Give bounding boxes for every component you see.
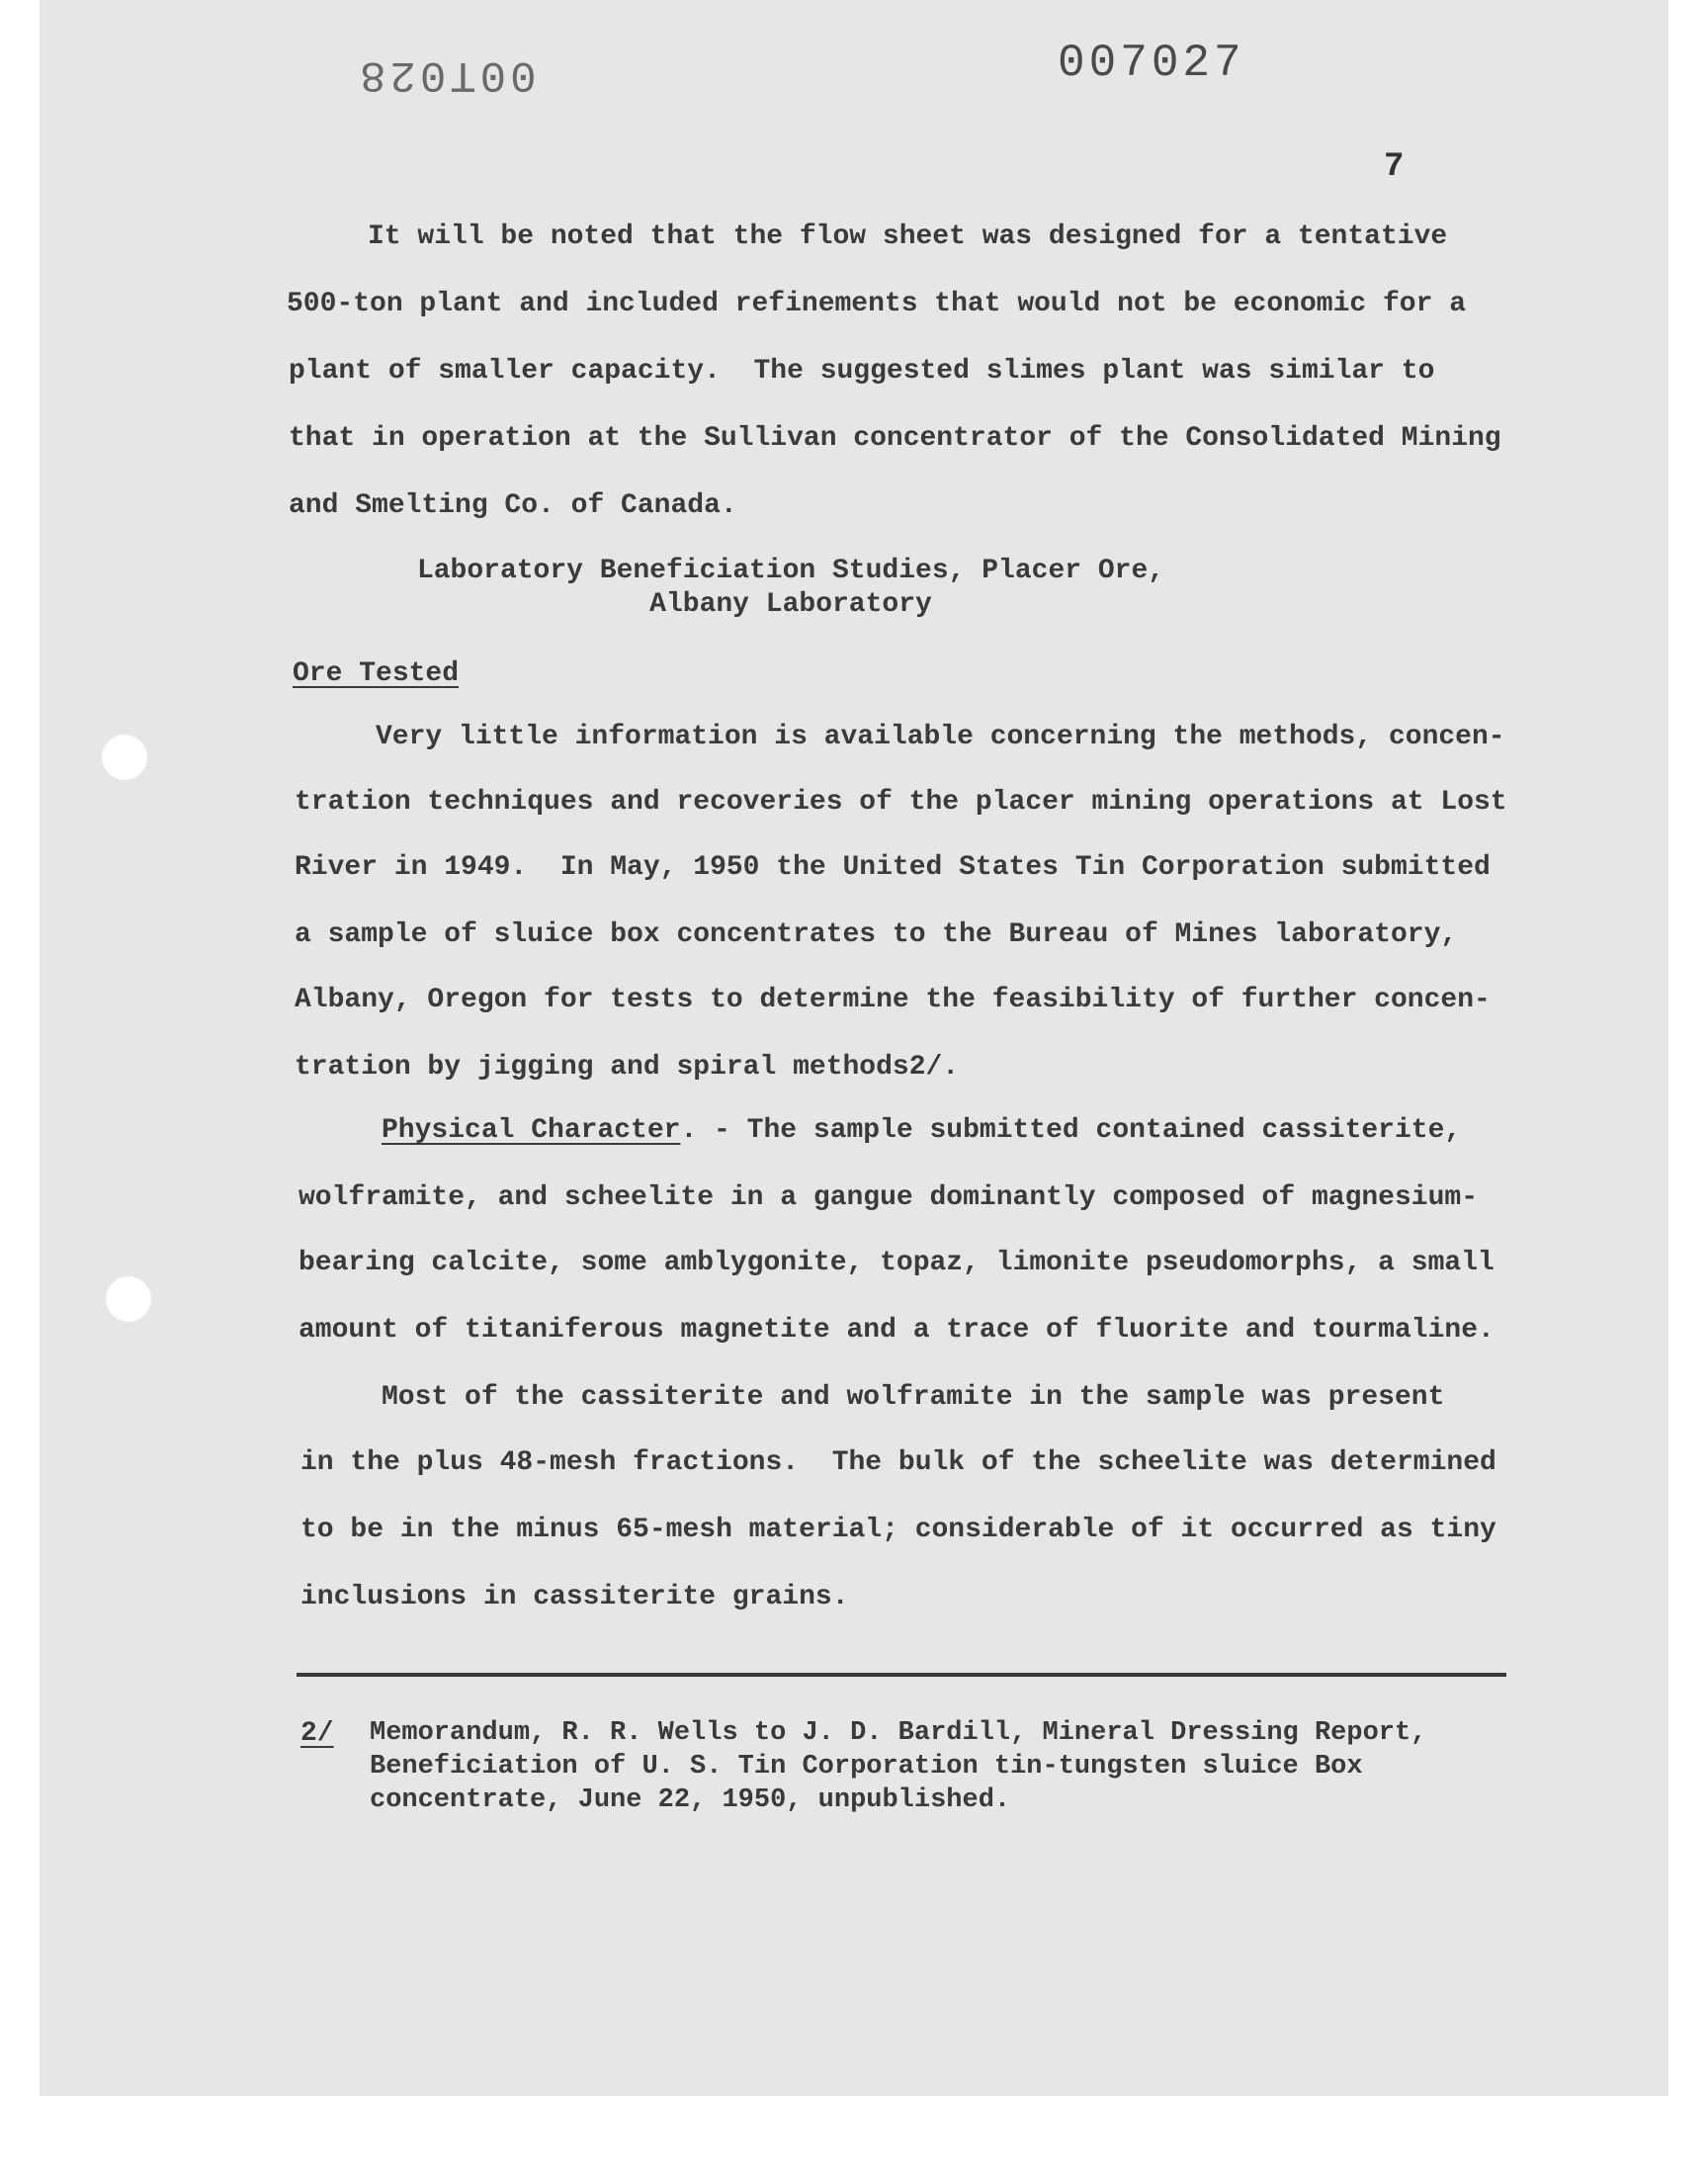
document-number-stamp: 007027 — [1058, 38, 1245, 89]
paragraph-line: wolframite, and scheelite in a gangue dominantly composed of magnesium- — [299, 1182, 1478, 1213]
paragraph-line: It will be noted that the flow sheet was designed for a tentative — [368, 221, 1448, 252]
paragraph-line: and Smelting Co. of Canada. — [289, 490, 737, 521]
mirrored-stamp-number: 00T028 — [356, 49, 537, 99]
footnote-line: Memorandum, R. R. Wells to J. D. Bardill, Mineral Dressing Report, — [370, 1718, 1427, 1748]
paragraph-first-line — [382, 1115, 1461, 1146]
paragraph-line: inclusions in cassiterite grains. — [300, 1582, 849, 1612]
paragraph-line: to be in the minus 65-mesh material; considerable of it occurred as tiny — [300, 1515, 1496, 1545]
footnote-divider — [297, 1673, 1506, 1677]
footnote-line: Beneficiation of U. S. Tin Corporation tin-tungsten sluice Box — [370, 1752, 1363, 1782]
section-heading-line-2: Albany Laboratory — [649, 589, 932, 620]
paragraph-line: tration by jigging and spiral methods2/. — [295, 1052, 960, 1083]
paragraph-line: Very little information is available concerning the methods, concen- — [376, 722, 1505, 752]
paragraph-line: Most of the cassiterite and wolframite in the sample was present — [382, 1382, 1445, 1413]
paragraph-line: bearing calcite, some amblygonite, topaz, limonite pseudomorphs, a small — [299, 1248, 1494, 1278]
section-heading-line-1: Laboratory Beneficiation Studies, Placer Ore, — [416, 556, 1165, 586]
paragraph-line: River in 1949. In May, 1950 the United States Tin Corporation submitted — [295, 852, 1491, 883]
paragraph-line: tration techniques and recoveries of the placer mining operations at Lost — [295, 787, 1507, 818]
subheading-ore-tested: Ore Tested — [293, 658, 460, 689]
paragraph-line: plant of smaller capacity. The suggested slimes plant was similar to — [289, 356, 1435, 387]
paragraph-line: 500-ton plant and included refinements that would not be economic for a — [287, 289, 1466, 319]
footnote-marker: 2/ — [300, 1718, 334, 1749]
physical-character-label: Physical Character — [382, 1115, 681, 1146]
physical-character-text: . - The sample submitted contained cassiterite, — [680, 1115, 1462, 1146]
footnote-line: concentrate, June 22, 1950, unpublished. — [370, 1785, 1011, 1815]
paragraph-line: in the plus 48-mesh fractions. The bulk of the scheelite was determined — [300, 1447, 1496, 1478]
paragraph-line: Albany, Oregon for tests to determine the feasibility of further concen- — [295, 985, 1491, 1015]
punch-hole-top — [101, 734, 148, 781]
paragraph-line: a sample of sluice box concentrates to the Bureau of Mines laboratory, — [295, 919, 1458, 950]
page-number: 7 — [1384, 148, 1405, 186]
paragraph-line: amount of titaniferous magnetite and a trace of fluorite and tourmaline. — [299, 1315, 1494, 1346]
paragraph-line: that in operation at the Sullivan concentrator of the Consolidated Mining — [289, 423, 1501, 454]
punch-hole-bottom — [105, 1275, 152, 1323]
